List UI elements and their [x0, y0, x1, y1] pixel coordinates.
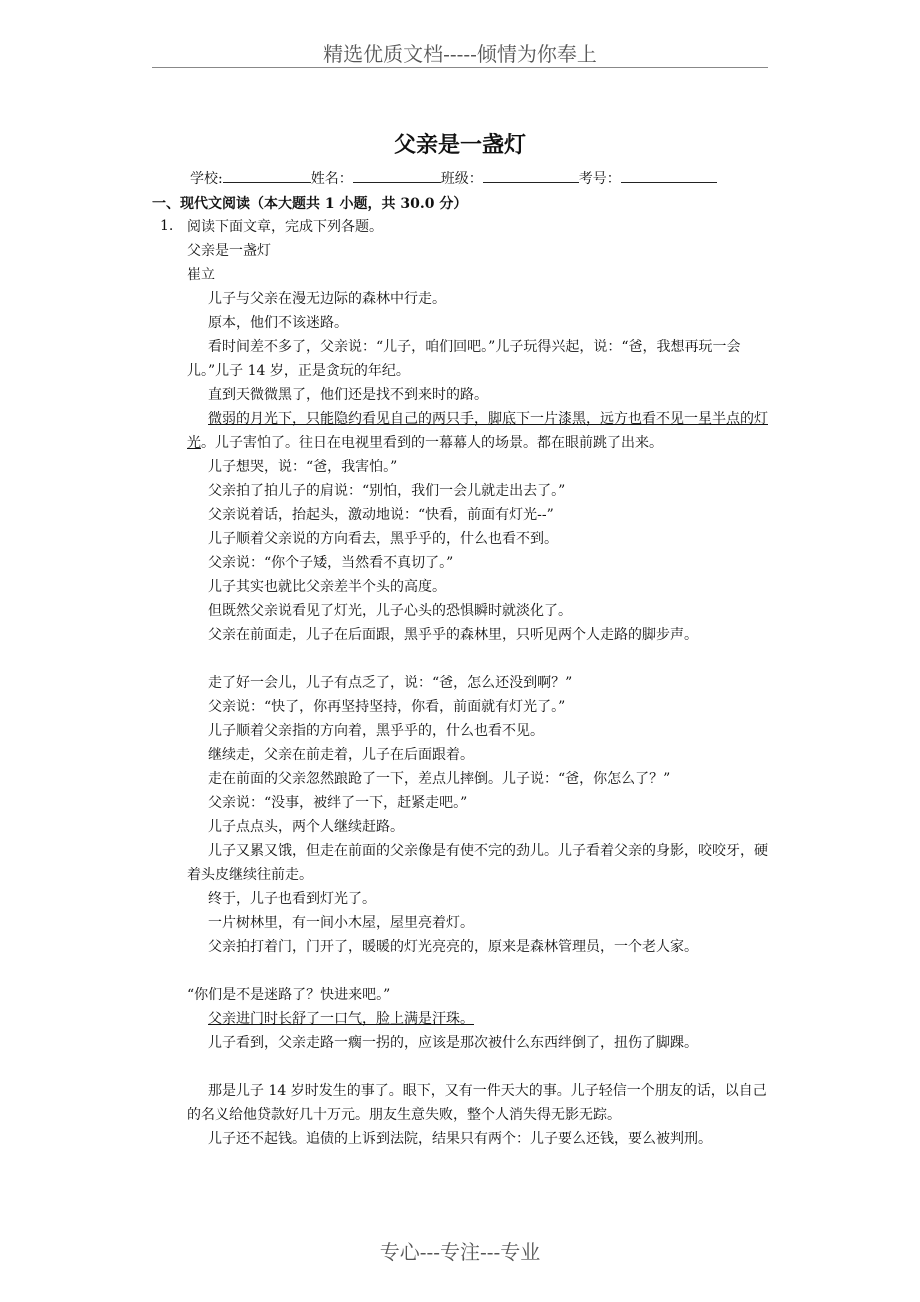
school-label: 学校: [190, 171, 223, 187]
section-heading: 一、现代文阅读（本大题共 1 小题，共 30.0 分） [152, 196, 468, 212]
question-prompt: 阅读下面文章，完成下列各题。 [187, 219, 383, 235]
paragraph: 父亲在前面走，儿子在后面跟，黑乎乎的森林里，只听见两个人走路的脚步声。 [208, 627, 698, 643]
page-footer: 专心---专注---专业 [379, 1240, 541, 1264]
paragraph: 儿子顺着父亲指的方向着，黑乎乎的，什么也看不见。 [208, 723, 544, 739]
paragraph: 看时间差不多了，父亲说：“儿子，咱们回吧。”儿子玩得兴起，说：“爸，我想再玩一会儿。”儿子 14 岁，正是贪玩的年纪。 [187, 339, 741, 379]
paragraph: 儿子看到，父亲走路一瘸一拐的，应该是那次被什么东西绊倒了，扭伤了脚踝。 [208, 1035, 698, 1051]
blank-line [187, 647, 771, 671]
paragraph: 父亲说着话，抬起头，激动地说：“快看，前面有灯光--” [208, 507, 554, 523]
article-title: 父亲是一盏灯 [187, 243, 271, 259]
paragraph: 一片树林里，有一间小木屋，屋里亮着灯。 [208, 915, 474, 931]
paragraph: 继续走，父亲在前走着，儿子在后面跟着。 [208, 747, 474, 763]
class-label: 班级： [440, 171, 483, 187]
paragraph: 父亲说：“没事，被绊了一下，赶紧走吧。” [208, 795, 468, 811]
name-blank[interactable] [353, 170, 441, 183]
paragraph: 原本，他们不该迷路。 [208, 315, 348, 331]
paragraph: 父亲拍了拍儿子的肩说：“别怕，我们一会儿就走出去了。” [208, 483, 566, 499]
paragraph: 走在前面的父亲忽然踉跄了一下，差点儿摔倒。儿子说：“爸，你怎么了？” [208, 771, 671, 787]
paragraph: 父亲说：“你个子矮，当然看不真切了。” [208, 555, 454, 571]
paragraph: 那是儿子 14 岁时发生的事了。眼下，又有一件天大的事。儿子轻信一个朋友的话，以自己的名义给他贷款好几十万元。朋友生意失败，整个人消失得无影无踪。 [187, 1083, 767, 1123]
paragraph: 但既然父亲说看见了灯光，儿子心头的恐惧瞬时就淡化了。 [208, 603, 572, 619]
school-blank[interactable] [223, 170, 311, 183]
blank-line [187, 1055, 771, 1079]
paragraph: 终于，儿子也看到灯光了。 [208, 891, 376, 907]
paragraph: 父亲拍打着门，门开了，暖暖的灯光亮亮的，原来是森林管理员，一个老人家。 [208, 939, 698, 955]
paragraph-continuation: 。儿子害怕了。往日在电视里看到的一幕幕人的场景。都在眼前跳了出来。 [201, 435, 663, 451]
name-label: 姓名： [310, 171, 353, 187]
paragraph: 儿子其实也就比父亲差半个头的高度。 [208, 579, 446, 595]
paragraph: 儿子点点头，两个人继续赶路。 [208, 819, 404, 835]
paragraph: 儿子顺着父亲说的方向看去，黑乎乎的，什么也看不到。 [208, 531, 558, 547]
paragraph: 父亲说：“快了，你再坚持坚持，你看，前面就有灯光了。” [208, 699, 566, 715]
reading-passage [187, 215, 771, 1151]
paragraph: “你们是不是迷路了？快进来吧。” [187, 987, 391, 1003]
blank-line [187, 959, 771, 983]
paragraph [187, 1007, 771, 1031]
class-blank[interactable] [483, 170, 579, 183]
article-author: 崔立 [187, 267, 215, 283]
paragraph: 儿子想哭，说：“爸，我害怕。” [208, 459, 398, 475]
underlined-sentence: 父亲进门时长舒了一口气，脸上满是汗珠。 [208, 1011, 474, 1027]
paragraph: 儿子与父亲在漫无边际的森林中行走。 [208, 291, 446, 307]
paragraph: 儿子又累又饿，但走在前面的父亲像是有使不完的劲儿。儿子看着父亲的身影，咬咬牙，硬着头皮继续往前走。 [187, 843, 768, 883]
paragraph: 直到天微微黑了，他们还是找不到来时的路。 [208, 387, 488, 403]
underlined-sentence: 微弱的月光下，只能隐约看见自己的两只手，脚底下一片漆黑，远方也看不见一星半点的灯光 [187, 411, 768, 451]
paragraph: 儿子还不起钱。追债的上诉到法院，结果只有两个：儿子要么还钱，要么被判刑。 [208, 1131, 712, 1147]
student-info-row [190, 168, 717, 188]
exam-number-blank[interactable] [621, 170, 717, 183]
exam-number-label: 考号： [578, 171, 621, 187]
paragraph [187, 407, 771, 455]
page-header: 精选优质文档-----倾情为你奉上 [323, 42, 597, 66]
paragraph: 走了好一会儿，儿子有点乏了，说：“爸，怎么还没到啊？” [208, 675, 573, 691]
page-title: 父亲是一盏灯 [393, 132, 526, 158]
question-number: 1. [160, 218, 174, 234]
header-divider [152, 67, 768, 68]
